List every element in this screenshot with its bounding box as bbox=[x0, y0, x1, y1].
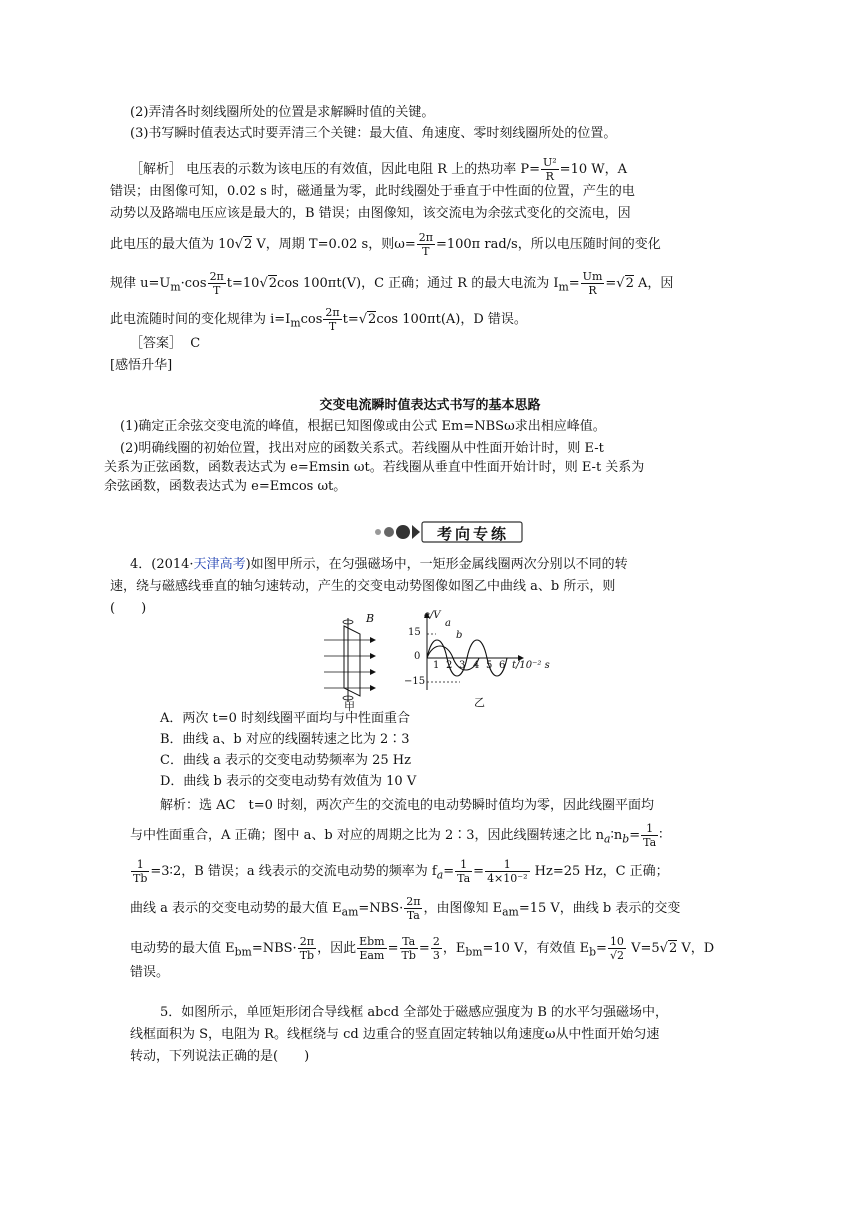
analysis-line-5: 规律 $u=U_m\cdot\cos$ $\frac{2\pi}{T}$ t=10√2cos 100πt(V)，C 正确；通过 R 的最大电流为 $I_m=$ $\frac{Um}{R}$ =√2 A，因 bbox=[110, 270, 674, 297]
analysis-line-3: 动势以及路端电压应该是最大的，B 错误；由图像知，该交流电为余弦式变化的交流电，因 bbox=[110, 206, 631, 221]
analysis-text: 电压表的示数为该电压的有效值，因此电阻 R 上的热功率 P= bbox=[186, 162, 540, 177]
figure-caption-b: 乙 bbox=[474, 696, 485, 709]
fraction: $\frac{Ta}{Tb}$ bbox=[401, 935, 416, 962]
analysis-line-2: 错误；由图像可知，0.02 s 时，磁通量为零，此时线圈处于垂直于中性面的位置，产生的电 bbox=[110, 184, 635, 199]
fraction: $\frac{10}{√2}$ bbox=[609, 935, 624, 962]
figure-coil bbox=[322, 612, 382, 712]
analysis-line-6: 此电流随时间的变化规律为 $i=I_m\cos$ $\frac{2\pi}{T}$ t=√2cos 100πt(A)，D 错误。 bbox=[110, 306, 527, 333]
q4-line-2: 速，绕与磁感线垂直的轴匀速转动，产生的交变电动势图像如图乙中曲线 a、b 所示，则 bbox=[110, 579, 616, 594]
q5-line-1: 5．如图所示，单匝矩形闭合导线框 abcd 全部处于磁感应强度为 B 的水平匀强磁场中， bbox=[160, 1005, 669, 1020]
fraction: $\frac{2\pi}{Tb}$ bbox=[299, 935, 315, 962]
option-c: C．曲线 a 表示的交变电动势频率为 25 Hz bbox=[160, 753, 411, 768]
x-tick: 2 bbox=[446, 660, 453, 671]
figure-caption-a: 甲 bbox=[344, 700, 355, 713]
q4-line-1: 4．(2014·天津高考)如图甲所示，在匀强磁场中，一矩形金属线圈两次分别以不同的转 bbox=[130, 557, 628, 572]
curve-a-label: a bbox=[445, 618, 451, 629]
option-a: A．两次 t=0 时刻线圈平面均与中性面重合 bbox=[160, 711, 411, 726]
x-tick: 1 bbox=[433, 660, 440, 671]
analysis-line-4: 此电压的最大值为 10√2 V，周期 T=0.02 s，则ω= $\frac{2\pi}{T}$ =100π rad/s，所以电压随时间的变化 bbox=[110, 231, 661, 258]
banner-title: 考向专练 bbox=[436, 525, 509, 543]
solution-line-1: 解析：选 AC t=0 时刻，两次产生的交流电的电动势瞬时值均为零，因此线圈平面均 bbox=[160, 798, 654, 813]
solution-line-6: 错误。 bbox=[130, 965, 170, 980]
solution-line-3: $\frac{1}{Tb}$ =3∶2，B 错误；a 线表示的交流电动势的频率为 $f_a=$ $\frac{1}{Ta}$ = $\frac{1}{\text{4×10⁻²}}$ Hz=25 Hz，C 正确； bbox=[133, 858, 669, 885]
curve-b-label: b bbox=[456, 630, 463, 641]
answer-line bbox=[130, 335, 200, 353]
x-axis-label: t/10⁻² s bbox=[512, 660, 550, 671]
coil-diagram-icon bbox=[322, 612, 382, 712]
source-link: 天津高考 bbox=[193, 557, 246, 572]
fraction: $\frac{\text{U²}}{R}$ bbox=[542, 156, 557, 183]
note-line-2: (2)弄清各时刻线圈所处的位置是求解瞬时值的关键。 bbox=[130, 105, 435, 120]
analysis-tag: ［解析］ bbox=[130, 162, 183, 177]
fraction: $\frac{2\pi}{T}$ bbox=[325, 306, 340, 333]
y-tick-0: 0 bbox=[414, 651, 421, 662]
field-label: B bbox=[366, 612, 375, 625]
figure-emf-graph bbox=[400, 610, 560, 710]
analysis-text: =10 W，A bbox=[559, 162, 627, 177]
q5-line-2: 线框面积为 S，电阻为 R。线框绕与 cd 边重合的竖直固定转轴以角速度ω从中性面开始匀速 bbox=[130, 1027, 660, 1042]
method-line-3: 关系为正弦函数，函数表达式为 e=Emsin ωt。若线圈从垂直中性面开始计时，则 E-t 关系为 bbox=[104, 460, 645, 475]
answer-value: C bbox=[190, 336, 201, 351]
x-tick: 3 bbox=[459, 660, 466, 671]
method-line-2: (2)明确线圈的初始位置，找出对应的函数关系式。若线圈从中性面开始计时，则 E-t bbox=[120, 441, 604, 456]
fraction: $\frac{2\pi}{T}$ bbox=[209, 270, 224, 297]
y-tick-neg15: −15 bbox=[404, 676, 426, 687]
solution-line-5: 电动势的最大值 $E_{bm}=NBS\cdot$ $\frac{2\pi}{Tb}$ ，因此 $\frac{\text{Ebm}}{\text{Eam}}$ = $\frac{Ta}{Tb}$ = $\frac{2}{3}$ ，$E_{bm}=10$ V，有效值 $E_b=$ $\frac{10}{√2}$ V=5√2 V，D bbox=[130, 935, 715, 962]
option-d: D．曲线 b 表示的交变电动势有效值为 10 V bbox=[160, 774, 417, 789]
fraction: $\frac{1}{Ta}$ bbox=[643, 822, 657, 849]
x-tick: 4 bbox=[473, 660, 480, 671]
option-b: B．曲线 a、b 对应的线圈转速之比为 2∶3 bbox=[160, 732, 410, 747]
fraction: $\frac{2\pi}{T}$ bbox=[418, 231, 433, 258]
method-line-1: (1)确定正余弦交变电流的峰值，根据已知图像或由公式 Em=NBSω求出相应峰值。 bbox=[120, 419, 606, 434]
fraction: $\frac{\text{Ebm}}{\text{Eam}}$ bbox=[359, 935, 385, 962]
x-tick: 5 bbox=[486, 660, 493, 671]
y-tick-15: 15 bbox=[408, 627, 421, 638]
x-tick: 6 bbox=[499, 660, 506, 671]
analysis-line-1 bbox=[130, 156, 627, 183]
fraction: $\frac{1}{\text{4×10⁻²}}$ bbox=[487, 858, 528, 885]
fraction: $\frac{Um}{R}$ bbox=[582, 270, 603, 297]
insight-heading: [感悟升华] bbox=[110, 358, 173, 373]
method-line-4: 余弦函数，函数表达式为 e=Emcos ωt。 bbox=[104, 479, 347, 494]
solution-line-4: 曲线 a 表示的交变电动势的最大值 $E_{am}=NBS\cdot$ $\frac{2\pi}{Ta}$ ，由图像知 $E_{am}=15$ V，曲线 b 表示的交变 bbox=[130, 895, 681, 922]
fraction: $\frac{2}{3}$ bbox=[432, 935, 440, 962]
method-title: 交变电流瞬时值表达式书写的基本思路 bbox=[319, 398, 541, 413]
fraction: $\frac{2\pi}{Ta}$ bbox=[406, 895, 421, 922]
y-axis-label: e/V bbox=[424, 610, 441, 621]
q4-line-3: ( ) bbox=[110, 601, 147, 616]
q5-line-3: 转动，下列说法正确的是( ) bbox=[130, 1049, 310, 1064]
note-line-3: (3)书写瞬时值表达式时要弄清三个关键：最大值、角速度、零时刻线圈所处的位置。 bbox=[130, 126, 617, 141]
answer-tag: ［答案］ bbox=[130, 336, 183, 351]
section-banner bbox=[370, 518, 530, 546]
solution-line-2: 与中性面重合，A 正确；图中 a、b 对应的周期之比为 2∶3，因此线圈转速之比 $n_a∶n_b=$ $\frac{1}{Ta}$ ∶ bbox=[130, 822, 663, 849]
fraction: $\frac{1}{Tb}$ bbox=[133, 858, 148, 885]
fraction: $\frac{1}{Ta}$ bbox=[457, 858, 471, 885]
